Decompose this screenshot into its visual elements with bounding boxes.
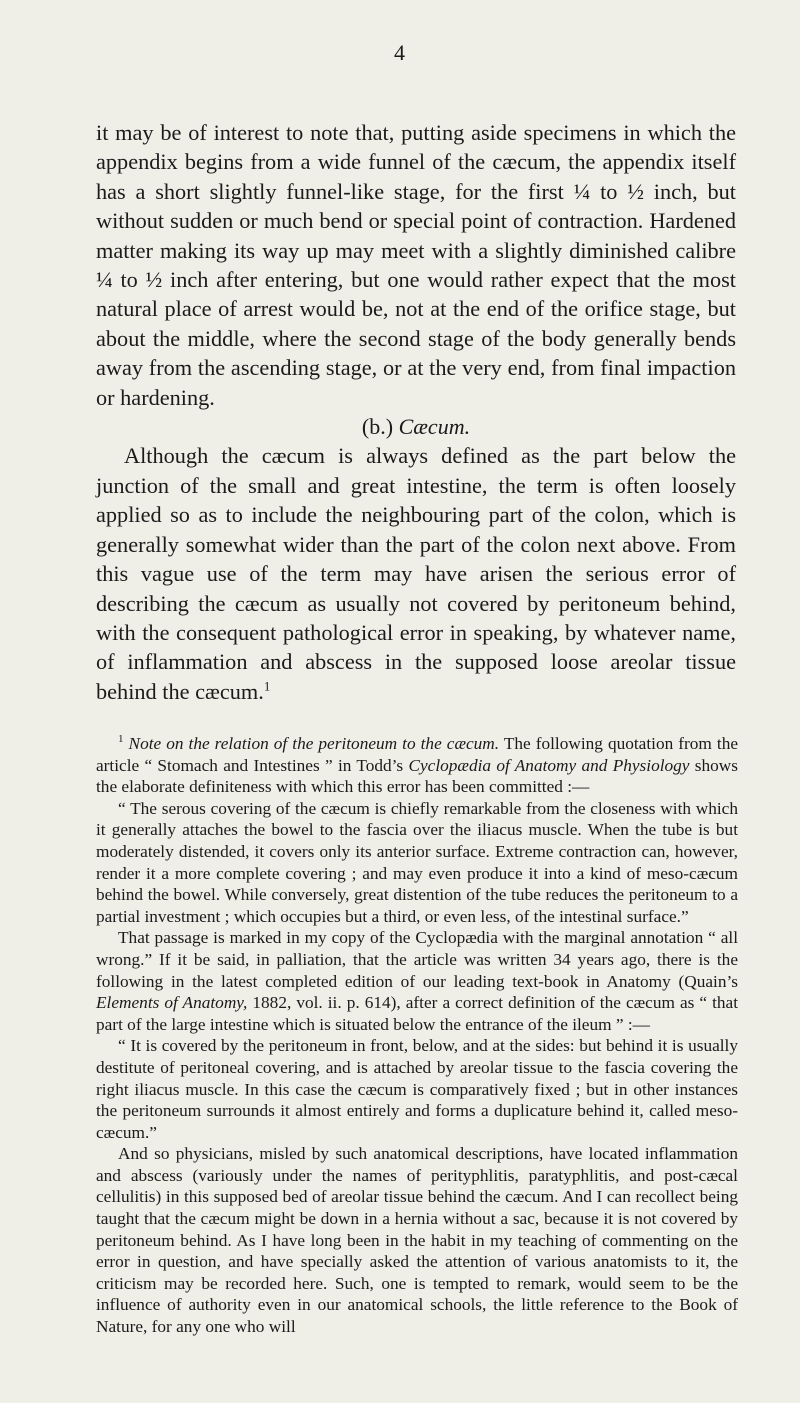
footnote-paragraph-quain bbox=[96, 927, 738, 1035]
footnote-quote-quain: “ It is covered by the peritoneum in front, below, and at the sides: but behind it is usually destitute of peritoneal covering, and is attached by areolar tissue to the fascia covering the right iliacus muscle. In this case the cæcum is comparatively fixed ; but in other instances the peritoneum surrounds it almost entirely and forms a duplicature behind it, called meso-cæcum.” bbox=[96, 1036, 738, 1142]
footnote-intro-text-a: The following quotation from the article “ Stomach and Intestines ” in Todd’s bbox=[96, 734, 739, 775]
paragraph-caecum-text: Although the cæcum is always defined as the part below the junction of the small and great intestine, the term is often loosely applied so as to include the neighbouring part of the colon, which is generally somewhat wider than the part of the colon next above. From this vague use of the term may have arisen the serious error of describing the cæcum as usually not covered by peritoneum behind, with the consequent pathological error in speaking, by whatever name, of inflammation and abscess in the supposed loose areolar tissue behind the cæcum. bbox=[96, 443, 736, 704]
footnote-paragraph-physicians: And so physicians, misled by such anatomical descriptions, have located inflammation and abscess (variously under the names of perityphlitis, paratyphlitis, and post-cæcal cellulitis) in this supposed bed of areolar tissue behind the cæcum. And I can recollect being taught that the cæcum might be down in a hernia without a sac, because it is not covered by peritoneum behind. As I have long been in the habit in my teaching of commenting on the error in question, and have specially asked the attention of various anatomists to it, the criticism may be recorded here. Such, one is tempted to remark, would seem to be the influence of authority even in our anatomical schools, the little reference to the Book of Nature, for any one who will bbox=[96, 1144, 738, 1337]
paragraph-appendix: it may be of interest to note that, putting aside specimens in which the appendix begins from a wide funnel of the cæcum, the appendix itself has a short slightly funnel-like stage, for the first ¼ to ½ inch, but without sudden or much bend or special point of contraction. Hardened matter making its way up may meet with a slightly diminished calibre ¼ to ½ inch after entering, but one would rather expect that the most natural place of arrest would be, not at the end of the orifice stage, but about the middle, where the second stage of the body generally bends away from the ascending stage, or at the very end, from final impaction or hardening. bbox=[96, 120, 736, 410]
footnote-source-title: Cyclopædia of Anatomy and Physiology bbox=[408, 755, 690, 775]
main-text bbox=[96, 118, 736, 706]
paragraph-caecum bbox=[96, 441, 736, 706]
footnote-intro bbox=[96, 733, 738, 798]
footnote-intro-text-c: shows the elaborate definiteness with which this error has been committed :— bbox=[96, 755, 738, 797]
page-number: 4 bbox=[394, 40, 406, 65]
footnote-title: Note on the relation of the peritoneum to the cæcum. bbox=[128, 734, 500, 753]
section-heading-title: Cæcum. bbox=[398, 414, 471, 440]
footnote-paragraph-quain-end: 1882, vol. ii. p. 614), after a correct definition of the cæcum as “ that part of the large intestine which is situated below the entrance of the ileum ” :— bbox=[96, 993, 738, 1034]
footnote-mark: 1 bbox=[118, 733, 124, 746]
footnote-quain-title: Elements of Anatomy, bbox=[96, 993, 248, 1013]
footnote-quote-todd: “ The serous covering of the cæcum is chiefly remarkable from the closeness with which it generally attaches the bowel to the fascia over the iliacus muscle. When the tube is but moderately distended, it covers only its anterior surface. Extreme contraction can, however, render it a more complete covering ; and may even produce it into a kind of meso-cæcum behind the bowel. While conversely, great distention of the tube reduces the peritoneum to a partial investment ; which occupies but a third, or even less, of the intestinal surface.” bbox=[96, 798, 738, 926]
section-heading-prefix: (b.) bbox=[361, 414, 394, 440]
footnote-reference: 1 bbox=[263, 678, 271, 694]
footnote-block bbox=[96, 733, 738, 1338]
footnote-paragraph-quain-a: That passage is marked in my copy of the Cyclopædia with the marginal annotation “ all wrong.” If it be said, in palliation, that the article was written 34 years ago, there is the following in the latest completed edition of our leading text-book in Anatomy (Quain’s bbox=[96, 928, 738, 991]
section-heading bbox=[96, 412, 736, 441]
